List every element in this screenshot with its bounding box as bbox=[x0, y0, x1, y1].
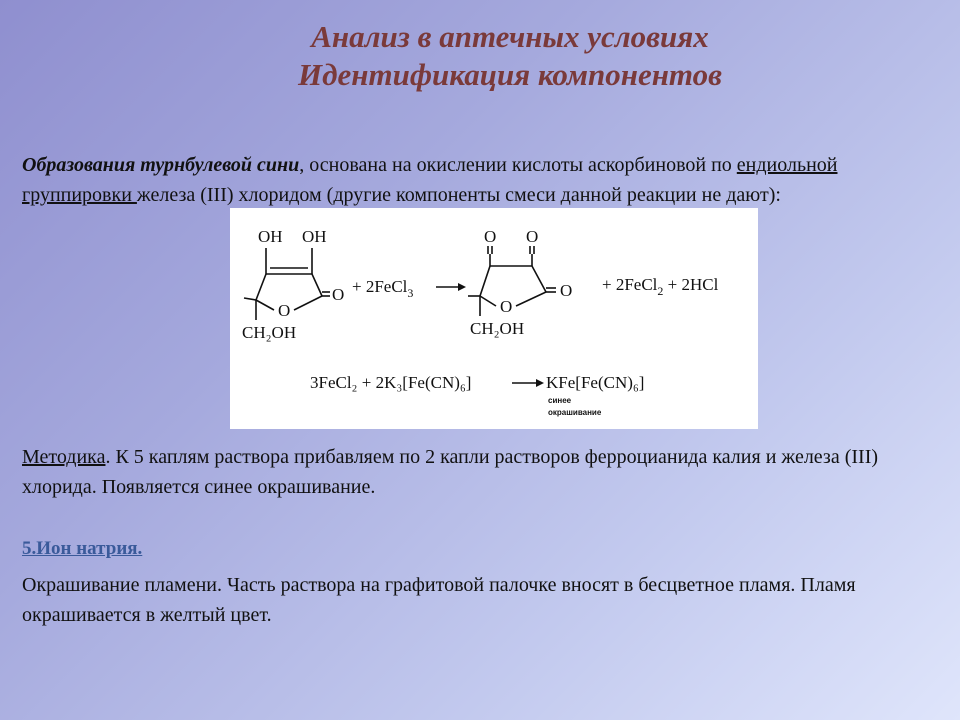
method-text: . К 5 каплям раствора прибавляем по 2 капли растворов ферроцианида калия и железа (III) хлорида. Появляется синее окрашивание. bbox=[22, 446, 879, 498]
ascorbic-side-chain: CH₂OH bbox=[242, 323, 297, 342]
enediol-group-link[interactable]: ендиольной группировки bbox=[22, 154, 838, 206]
products-subscript: 2 bbox=[657, 284, 664, 298]
reagent-fecl3-subscript: 3 bbox=[407, 286, 414, 300]
dehydro-carbonyl-oxygen: O bbox=[560, 281, 573, 300]
reaction-arrow-2 bbox=[512, 379, 544, 387]
reaction-scheme-svg bbox=[230, 208, 758, 429]
method-label: Методика bbox=[22, 446, 106, 468]
dehydro-oxygen-2: O bbox=[526, 227, 539, 246]
products-tail: + 2HCl bbox=[663, 275, 719, 294]
paragraph-lead: Образования турнбулевой сини bbox=[22, 154, 300, 176]
paragraph-method bbox=[22, 442, 937, 502]
products-fecl2-hcl bbox=[602, 275, 719, 298]
paragraph-flame-test: Окрашивание пламени. Часть раствора на графитовой палочке вносят в бесцветное пламя. Пламя окрашивается в желтый цвет. bbox=[22, 574, 856, 626]
ascorbic-oh-2: OH bbox=[302, 227, 327, 246]
reaction-scheme bbox=[230, 208, 758, 429]
reagent-fecl3 bbox=[352, 277, 413, 300]
dehydro-oxygen-1: O bbox=[484, 227, 497, 246]
paragraph-text-2: железа (III) хлоридом (другие компоненты смеси данной реакции не дают): bbox=[136, 184, 781, 206]
products-text: + 2FeCl bbox=[602, 275, 658, 294]
ascorbic-oh-1: OH bbox=[258, 227, 283, 246]
paragraph-turnbull-blue bbox=[22, 150, 937, 210]
dehydro-ring-oxygen: O bbox=[500, 297, 513, 316]
note-blue-line-1: синее bbox=[548, 396, 572, 405]
dehydro-side-chain: CH₂OH bbox=[470, 319, 525, 338]
equation-2-right: KFe[Fe(CN)₆] bbox=[546, 373, 645, 392]
title-line-1: Анализ в аптечных условиях bbox=[311, 19, 709, 54]
section-sodium-ion[interactable]: 5.Ион натрия. bbox=[22, 538, 143, 559]
reagent-fecl3-text: + 2FeCl bbox=[352, 277, 408, 296]
equation-2-left: 3FeCl₂ + 2K₃[Fe(CN)₆] bbox=[310, 373, 472, 392]
reaction-arrow-1 bbox=[436, 283, 466, 291]
note-blue-line-2: окрашивание bbox=[548, 408, 602, 417]
ascorbic-carbonyl-oxygen: O bbox=[332, 285, 345, 304]
paragraph-text-1: , основана на окислении кислоты аскорбиновой по bbox=[299, 154, 737, 176]
title-line-2: Идентификация компонентов bbox=[298, 57, 722, 92]
slide-title bbox=[0, 18, 960, 94]
ascorbic-ring-oxygen: O bbox=[278, 301, 291, 320]
